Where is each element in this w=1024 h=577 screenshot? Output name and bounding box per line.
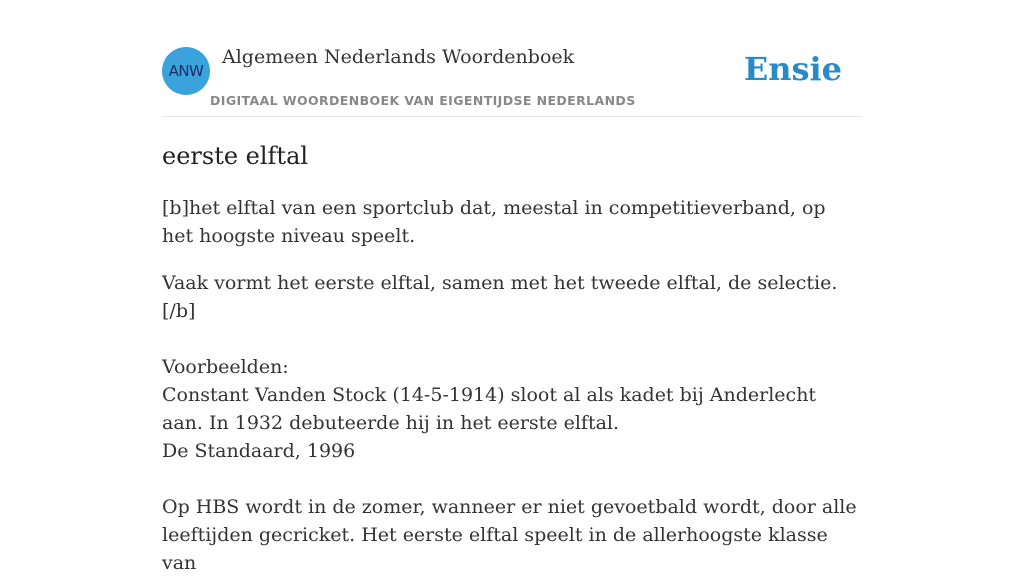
spacer — [162, 325, 862, 353]
site-subtitle: DIGITAAL WOORDENBOEK VAN EIGENTIJDSE NEDERLANDS — [210, 93, 636, 108]
example-text: Constant Vanden Stock (14-5-1914) sloot al als kadet bij Anderlecht aan. In 1932 debuteerde hij in het eerste elftal. — [162, 384, 817, 434]
entry-definition: [b]het elftal van een sportclub dat, meestal in competitieverband, op het hoogste niveau speelt. — [162, 197, 826, 247]
site-header — [162, 0, 862, 117]
example-text: Op HBS wordt in de zomer, wanneer er niet gevoetbald wordt, door alle leeftijden gecricket. Het eerste elftal speelt in de allerhoogste klasse van — [162, 496, 857, 574]
site-title[interactable]: Algemeen Nederlands Woordenboek — [222, 46, 575, 68]
examples-heading: Voorbeelden: — [162, 356, 289, 378]
entry-body — [162, 269, 862, 577]
example-source: De Standaard, 1996 — [162, 440, 356, 462]
page — [162, 0, 862, 577]
ensie-logo[interactable]: Ensie — [743, 50, 842, 88]
anw-logo[interactable]: ANW — [162, 47, 210, 95]
entry-note: Vaak vormt het eerste elftal, samen met het tweede elftal, de selectie.[/b] — [162, 272, 838, 322]
spacer — [162, 465, 862, 493]
entry-title: eerste elftal — [162, 142, 309, 170]
